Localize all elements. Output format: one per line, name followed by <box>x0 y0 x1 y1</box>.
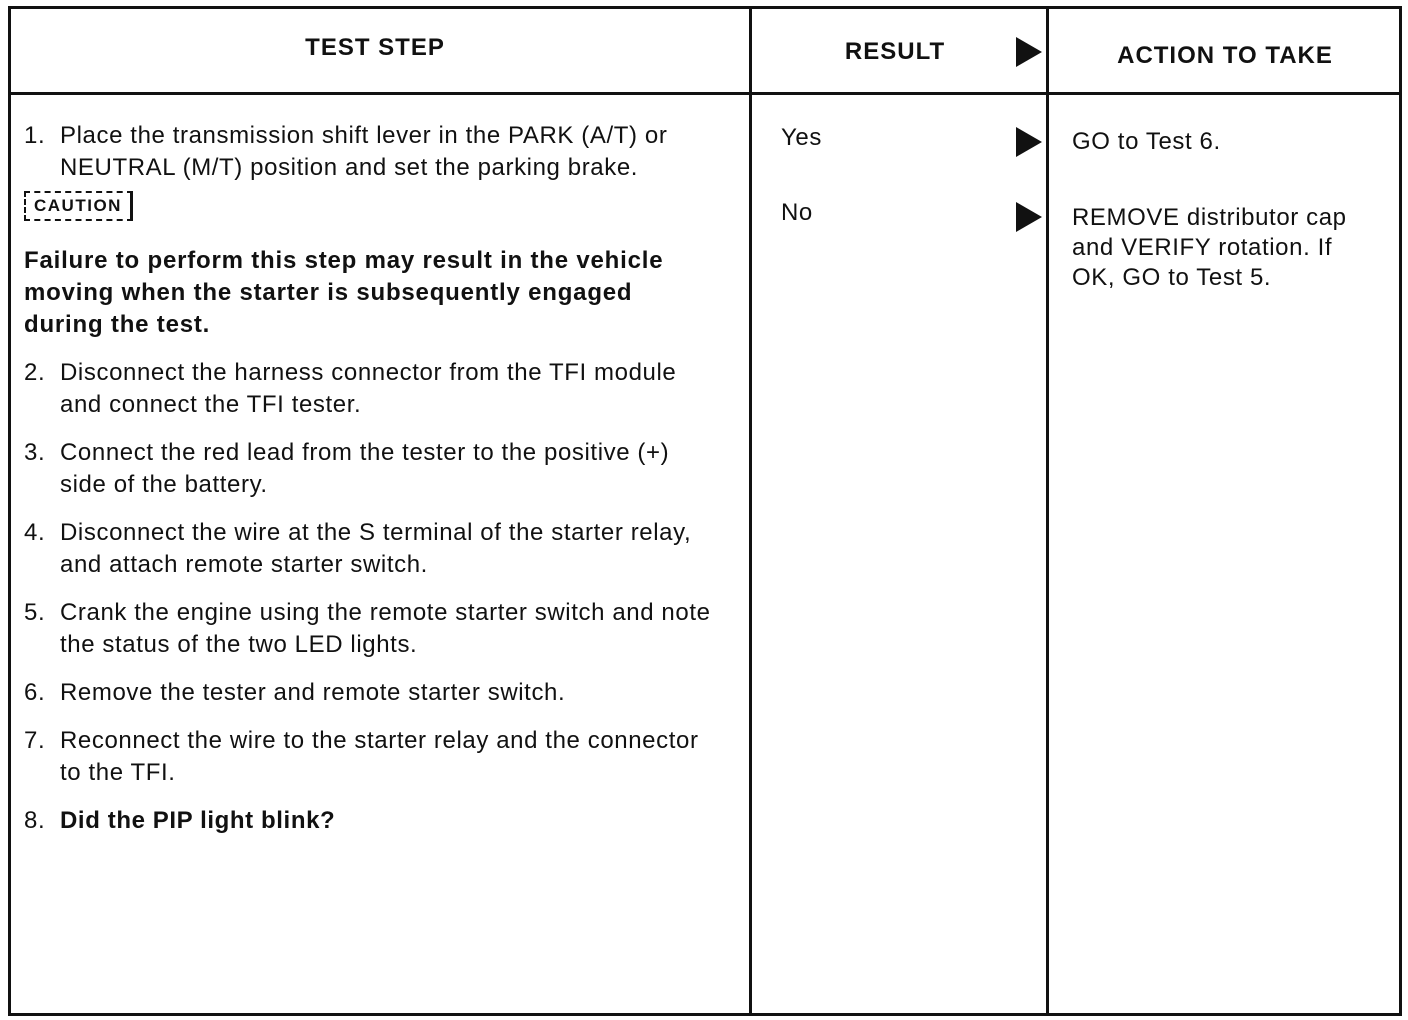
caution-text: Failure to perform this step may result in the vehicle moving when the starter is subsequently engaged during the test. <box>24 247 664 338</box>
step-text: Crank the engine using the remote starter switch and note the status of the two LED lights. <box>60 599 711 658</box>
step-4 <box>24 517 714 581</box>
result-yes: Yes <box>781 124 822 151</box>
column-divider-2 <box>1046 9 1049 1013</box>
caution-label: CAUTION <box>24 191 133 221</box>
result-no-arrow-icon <box>1016 202 1042 232</box>
step-number: 2. <box>24 359 46 386</box>
step-7 <box>24 725 714 789</box>
action-no: REMOVE distributor cap and VERIFY rotation. If OK, GO to Test 5. <box>1072 204 1347 291</box>
step-text: Reconnect the wire to the starter relay and the connector to the TFI. <box>60 727 699 786</box>
step-6 <box>24 677 714 709</box>
step-question: Did the PIP light blink? <box>60 807 336 834</box>
step-text: Remove the tester and remote starter switch. <box>60 679 566 706</box>
step-text: Connect the red lead from the tester to the positive (+) side of the battery. <box>60 439 670 498</box>
step-number: 6. <box>24 679 46 706</box>
step-2 <box>24 357 714 421</box>
header-action-to-take: ACTION TO TAKE <box>1117 42 1333 69</box>
test-steps <box>24 120 714 853</box>
action-yes: GO to Test 6. <box>1072 128 1221 155</box>
step-text: Place the transmission shift lever in the PARK (A/T) or NEUTRAL (M/T) position and set the parking brake. <box>60 122 668 181</box>
header-arrow-icon <box>1016 37 1042 67</box>
step-number: 1. <box>24 122 46 149</box>
result-yes-arrow-icon <box>1016 127 1042 157</box>
step-text: Disconnect the harness connector from the TFI module and connect the TFI tester. <box>60 359 677 418</box>
step-number: 3. <box>24 439 46 466</box>
step-8 <box>24 805 714 837</box>
step-number: 5. <box>24 599 46 626</box>
step-3 <box>24 437 714 501</box>
step-1 <box>24 120 714 184</box>
step-number: 4. <box>24 519 46 546</box>
column-divider-1 <box>749 9 752 1013</box>
header-result: RESULT <box>844 38 946 65</box>
step-text: Disconnect the wire at the S terminal of the starter relay, and attach remote starter switch. <box>60 519 692 578</box>
header-test-step: TEST STEP <box>305 34 445 61</box>
step-number: 8. <box>24 807 46 834</box>
header-divider <box>11 92 1399 95</box>
result-no: No <box>781 199 813 226</box>
step-5 <box>24 597 714 661</box>
step-number: 7. <box>24 727 46 754</box>
